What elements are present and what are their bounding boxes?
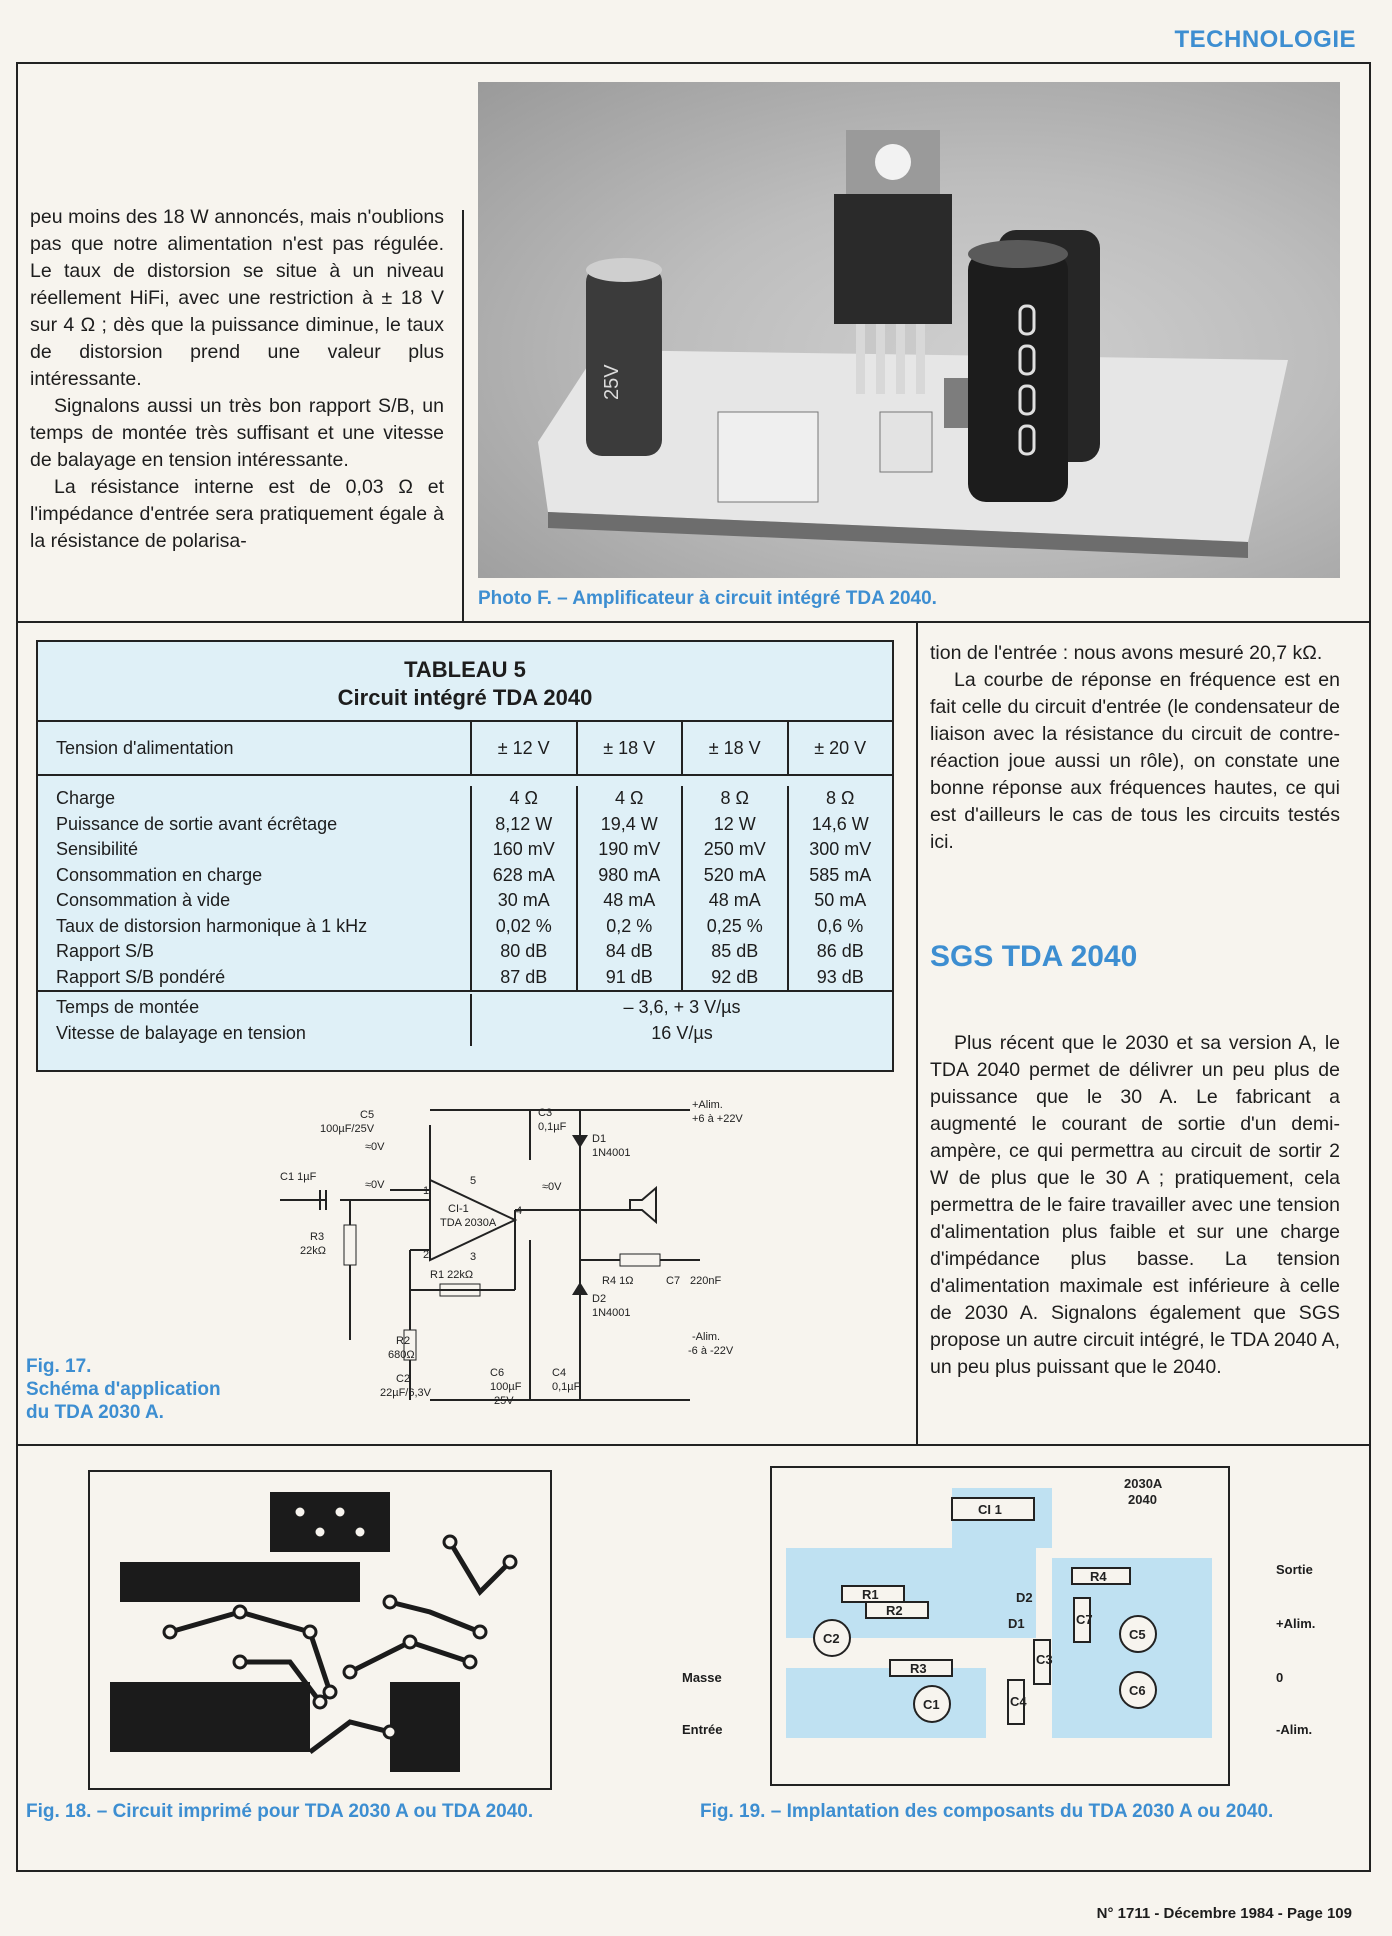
cell: 87 dB	[470, 965, 576, 991]
fig19-layout	[770, 1466, 1230, 1786]
schematic-label: 0,1µF	[552, 1381, 581, 1393]
schematic-label: 0,1µF	[538, 1121, 567, 1133]
cell: 14,6 W	[787, 812, 893, 838]
row-label: Charge	[56, 788, 116, 808]
terminal-label-masse: Masse	[682, 1670, 722, 1685]
ic-pin	[896, 324, 905, 394]
film-capacitor	[718, 412, 818, 502]
ic-variant: 2040	[1128, 1492, 1157, 1507]
schematic-label: C4	[552, 1367, 567, 1379]
pin-label: 2	[423, 1249, 430, 1261]
continuation-text: tion de l'entrée : nous avons mesuré 20,7 kΩ.	[930, 642, 1323, 664]
component-label: C4	[1010, 1694, 1027, 1709]
cell: 19,4 W	[576, 812, 682, 838]
pcb-copper-area	[390, 1682, 460, 1772]
schematic-label: D1	[592, 1133, 607, 1145]
terminal-label-entree: Entrée	[682, 1722, 723, 1737]
fig18-pcb	[88, 1470, 552, 1790]
pin-label: 4	[516, 1205, 523, 1217]
row-label: Rapport S/B pondéré	[56, 966, 226, 987]
fig19-caption: Fig. 19. – Implantation des composants du TDA 2030 A ou 2040.	[700, 1801, 1274, 1822]
cell: 4 Ω	[470, 786, 576, 812]
cell: 300 mV	[787, 837, 893, 863]
amplifier-photo-illustration	[478, 82, 1340, 578]
table-shared-row	[38, 992, 892, 1020]
pin-label: 5	[470, 1175, 477, 1187]
divider-middle	[16, 1444, 1371, 1446]
divider-intro	[462, 210, 464, 622]
component-label: C5	[1129, 1627, 1146, 1642]
schematic-label: +Alim.	[692, 1100, 723, 1111]
cell: 0,25 %	[681, 914, 787, 940]
row-label: Vitesse de balayage en tension	[56, 1023, 306, 1043]
cell: 628 mA	[470, 863, 576, 889]
resistor-r3	[344, 1225, 356, 1265]
schematic-label: -6 à -22V	[688, 1345, 734, 1357]
table-row	[38, 812, 892, 838]
small-capacitor	[880, 412, 932, 472]
row-label: Temps de montée	[56, 997, 200, 1017]
row-label: Taux de distorsion harmonique à 1 kHz	[56, 915, 368, 936]
capacitor-right	[968, 252, 1068, 502]
table-row	[38, 786, 892, 812]
speaker-symbol	[630, 1188, 656, 1222]
row-label: Consommation à vide	[56, 890, 231, 910]
table-5	[36, 640, 894, 1072]
terminal-label-alim-neg: -Alim.	[1276, 1722, 1313, 1737]
intro-paragraph: La résistance interne est de 0,03 Ω et l'impédance d'entrée sera pratiquement égale à la résistance de polarisa-	[30, 476, 444, 552]
component-label: C3	[1036, 1652, 1053, 1667]
component-label: D2	[1016, 1590, 1033, 1605]
schematic-label: 25V	[494, 1395, 514, 1407]
schematic-label: 100µF/25V	[320, 1123, 375, 1135]
cell: 48 mA	[681, 888, 787, 914]
cell: 92 dB	[681, 965, 787, 991]
pcb-copper-area	[120, 1562, 360, 1602]
component-layout-drawing	[772, 1468, 1228, 1784]
table-row	[38, 888, 892, 914]
fig17-caption-line: du TDA 2030 A.	[26, 1402, 164, 1423]
table-shared-row	[38, 1020, 892, 1046]
table-subtitle: Circuit intégré TDA 2040	[337, 685, 593, 710]
schematic-label: C3	[538, 1107, 553, 1119]
cell: 50 mA	[787, 888, 893, 914]
cell: 91 dB	[576, 965, 682, 991]
diode-d1	[572, 1135, 588, 1148]
capacitor-marking: 25V	[601, 364, 623, 400]
page-footer: N° 1711 - Décembre 1984 - Page 109	[1096, 1905, 1352, 1922]
table-row	[38, 863, 892, 889]
schematic-label: R4 1Ω	[602, 1275, 634, 1287]
photo-caption: Photo F. – Amplificateur à circuit intégré TDA 2040.	[478, 588, 937, 609]
component-label: C6	[1129, 1683, 1146, 1698]
table-title-block	[38, 642, 892, 722]
ic-pin	[856, 324, 865, 394]
table-row	[38, 965, 892, 991]
cell: 8 Ω	[681, 786, 787, 812]
component-label: R1	[862, 1587, 879, 1602]
fig17-schematic	[280, 1100, 750, 1420]
cell: 85 dB	[681, 939, 787, 965]
terminal-label-zero: 0	[1276, 1670, 1284, 1685]
schematic-label: -Alim.	[692, 1331, 721, 1343]
cell: 80 dB	[470, 939, 576, 965]
capacitor-right-top	[968, 240, 1068, 268]
mounting-hole	[875, 144, 911, 180]
schematic-wires	[280, 1110, 700, 1400]
cell: 4 Ω	[576, 786, 682, 812]
section-heading: SGS TDA 2040	[930, 940, 1138, 973]
component-label: C1	[923, 1697, 940, 1712]
pin-label: 3	[470, 1251, 477, 1263]
terminal-label-sortie: Sortie	[1276, 1562, 1313, 1577]
ic-variant: 2030A	[1124, 1476, 1163, 1491]
schematic-label: ≈0V	[365, 1179, 385, 1191]
pcb-traces	[90, 1472, 550, 1788]
schematic-label: C6	[490, 1367, 505, 1379]
component-label: R2	[886, 1603, 903, 1618]
component-label: D1	[1008, 1616, 1025, 1631]
table-body	[38, 776, 892, 992]
divider-right-column	[916, 621, 918, 1446]
response-paragraph: La courbe de réponse en fréquence est en fait celle du circuit d'entrée (le condensateur de liaison avec la résistance du circuit de contre-réaction joue aussi un rôle), on constate une bonne réponse aux fréquences hautes, ce qui est d'ailleurs le cas de tous les circuits testés ici.	[930, 669, 1340, 853]
intro-column	[30, 204, 444, 555]
cell: 0,02 %	[470, 914, 576, 940]
resistor-r4	[620, 1254, 660, 1266]
cell: 48 mA	[576, 888, 682, 914]
fig17-caption-line: Fig. 17.	[26, 1356, 92, 1377]
cell: 16 V/µs	[470, 1020, 892, 1046]
right-column	[930, 640, 1340, 856]
schematic-label: 680Ω	[388, 1349, 415, 1361]
schematic-drawing	[280, 1100, 750, 1420]
terminal-label-alim-pos: +Alim.	[1276, 1616, 1316, 1631]
capacitor-top	[586, 258, 662, 282]
capacitor-left	[586, 266, 662, 456]
schematic-label: R3	[310, 1231, 325, 1243]
cell: 160 mV	[470, 837, 576, 863]
schematic-label: R1 22kΩ	[430, 1269, 474, 1281]
diode-d2	[572, 1282, 588, 1295]
fig17-caption-line: Schéma d'application	[26, 1379, 221, 1400]
cell: – 3,6, + 3 V/µs	[470, 994, 892, 1020]
table-row	[38, 914, 892, 940]
schematic-label: TDA 2030A	[440, 1217, 497, 1229]
schematic-label: D2	[592, 1293, 607, 1305]
component-label: C7	[1076, 1612, 1093, 1627]
component-label: R3	[910, 1661, 927, 1676]
schematic-label: 22kΩ	[300, 1245, 326, 1257]
tda2040-body	[930, 1030, 1340, 1381]
table-row	[38, 939, 892, 965]
ic-label: CI 1	[978, 1502, 1002, 1517]
supply-value: ± 18 V	[681, 722, 787, 774]
cell: 0,2 %	[576, 914, 682, 940]
schematic-label: +6 à +22V	[692, 1113, 743, 1125]
cell: 190 mV	[576, 837, 682, 863]
pcb-copper-area	[110, 1682, 310, 1752]
schematic-label: R2	[396, 1335, 411, 1347]
cell: 980 mA	[576, 863, 682, 889]
table-header-row	[38, 722, 892, 776]
schematic-label: C7	[666, 1275, 681, 1287]
ic-tda2040	[834, 194, 952, 324]
schematic-label: 100µF	[490, 1381, 522, 1393]
schematic-label: 1N4001	[592, 1307, 631, 1319]
row-label: Sensibilité	[56, 839, 139, 859]
cell: 8 Ω	[787, 786, 893, 812]
supply-value: ± 20 V	[787, 722, 893, 774]
schematic-label: 22µF/6,3V	[380, 1387, 431, 1399]
cell: 8,12 W	[470, 812, 576, 838]
cell: 93 dB	[787, 965, 893, 991]
intro-paragraph: Signalons aussi un très bon rapport S/B, un temps de montée très suffisant et une vitesse de balayage en tension intéressante.	[30, 395, 444, 471]
schematic-label: ≈0V	[542, 1181, 562, 1193]
supply-value: ± 18 V	[576, 722, 682, 774]
intro-paragraph: peu moins des 18 W annoncés, mais n'oublions pas que notre alimentation n'est pas régulée. Le taux de distorsion se situe à un niveau réellement HiFi, avec une restriction à ± 18 V sur 4 Ω ; dès que la puissance diminue, le taux de distorsion prend une valeur plus intéressante.	[30, 206, 444, 390]
schematic-label: ≈0V	[365, 1141, 385, 1153]
row-label: Puissance de sortie avant écrêtage	[56, 813, 338, 834]
schematic-label: C2	[396, 1373, 411, 1385]
cell: 520 mA	[681, 863, 787, 889]
component-label: R4	[1090, 1569, 1107, 1584]
schematic-label: C5	[360, 1109, 375, 1121]
tda2040-paragraph: Plus récent que le 2030 et sa version A, le TDA 2040 permet de délivrer un peu plus de puissance que le 30 A. Le fabricant a augmenté le courant de sortie d'un demi-ampère, ce qui permettra au circuit de sortir 2 W de plus que le 30 A ; pratiquement, cela permettra de le faire travailler avec une tension d'alimentation plus faible et sur une charge d'impédance plus basse. La tension d'alimentation maximale est inférieure à celle de 2030 A. Signalons également que SGS propose un autre circuit intégré, le TDA 2040 A, un peu plus puissant que le 2040.	[930, 1032, 1340, 1378]
schematic-label: 1N4001	[592, 1147, 631, 1159]
section-header: TECHNOLOGIE	[1174, 26, 1356, 53]
schematic-label: C1 1µF	[280, 1171, 317, 1183]
ic-pin	[916, 324, 925, 394]
photo-amplifier	[478, 82, 1340, 578]
supply-value: ± 12 V	[470, 722, 576, 774]
fig18-caption: Fig. 18. – Circuit imprimé pour TDA 2030 A ou TDA 2040.	[26, 1801, 534, 1822]
schematic-label: 220nF	[690, 1275, 722, 1287]
fig17-caption	[26, 1355, 221, 1424]
table-row	[38, 837, 892, 863]
cell: 585 mA	[787, 863, 893, 889]
cell: 30 mA	[470, 888, 576, 914]
row-label: Rapport S/B	[56, 941, 155, 961]
table-title: TABLEAU 5	[404, 657, 526, 682]
cell: 250 mV	[681, 837, 787, 863]
cell: 12 W	[681, 812, 787, 838]
supply-label: Tension d'alimentation	[56, 738, 234, 758]
pcb-copper-area	[270, 1492, 390, 1552]
component-label: C2	[823, 1631, 840, 1646]
divider-top	[16, 621, 1371, 623]
cell: 86 dB	[787, 939, 893, 965]
pin-label: 1	[423, 1185, 430, 1197]
cell: 0,6 %	[787, 914, 893, 940]
cell: 84 dB	[576, 939, 682, 965]
schematic-label: CI-1	[448, 1203, 469, 1215]
row-label: Consommation en charge	[56, 864, 263, 885]
ic-pin	[876, 324, 885, 394]
